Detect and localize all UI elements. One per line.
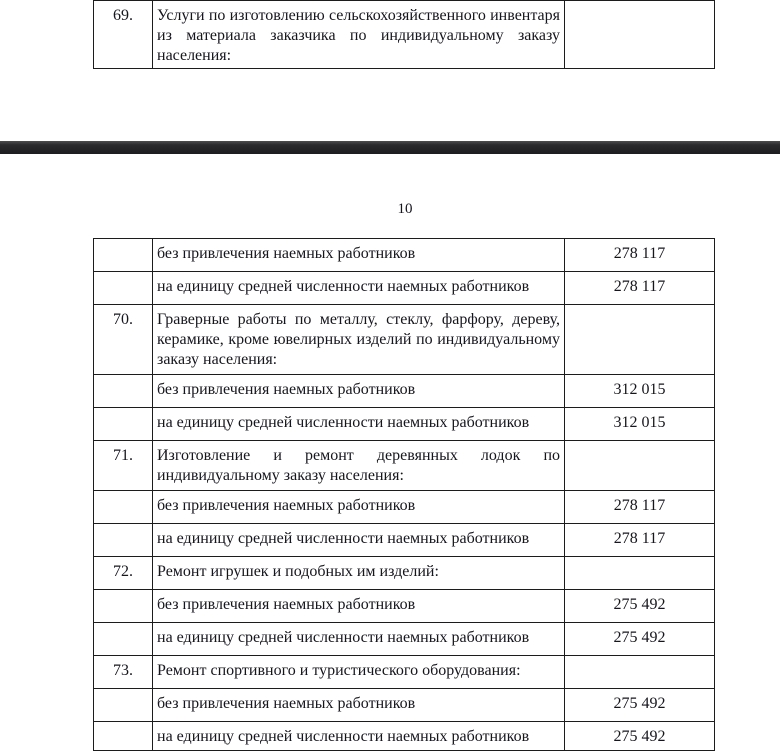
row-value-cell: 278 117 — [565, 272, 715, 305]
table-row — [94, 305, 715, 375]
table-row — [94, 656, 715, 689]
row-number-cell — [94, 375, 153, 408]
row-description-cell: Граверные работы по металлу, стеклу, фарфору, дереву, керамике, кроме ювелирных изделий по индивидуальному заказу населения: — [153, 305, 565, 375]
row-number-cell: 73. — [94, 656, 153, 689]
row-number-cell — [94, 623, 153, 656]
row-description-cell: Ремонт игрушек и подобных им изделий: — [153, 557, 565, 590]
row-value-cell: 275 492 — [565, 722, 715, 751]
page-separator — [0, 141, 780, 154]
row-description-cell: на единицу средней численности наемных работников — [153, 524, 565, 557]
row-number-cell — [94, 239, 153, 272]
row-description-cell: без привлечения наемных работников — [153, 491, 565, 524]
row-description-cell: Ремонт спортивного и туристического оборудования: — [153, 656, 565, 689]
page-number: 10 — [397, 201, 413, 217]
row-number-cell — [94, 524, 153, 557]
row-number-cell: 70. — [94, 305, 153, 375]
row-value-cell — [565, 305, 715, 375]
table-row — [94, 408, 715, 441]
row-description-cell: без привлечения наемных работников — [153, 239, 565, 272]
table-row — [94, 722, 715, 751]
row-value-cell: 275 492 — [565, 689, 715, 722]
row-description-cell: Изготовление и ремонт деревянных лодок по индивидуальному заказу населения: — [153, 441, 565, 491]
prev-page-table — [93, 0, 715, 69]
table-row — [94, 441, 715, 491]
row-number-cell — [94, 590, 153, 623]
row-number-cell — [94, 272, 153, 305]
table-row — [94, 689, 715, 722]
row-value-cell — [565, 656, 715, 689]
row-value-cell: 278 117 — [565, 239, 715, 272]
table-row — [94, 623, 715, 656]
row-description-cell: на единицу средней численности наемных работников — [153, 623, 565, 656]
row-value-cell: 312 015 — [565, 375, 715, 408]
row-number-cell — [94, 689, 153, 722]
table-row — [94, 239, 715, 272]
row-number-cell — [94, 491, 153, 524]
row-description-cell: без привлечения наемных работников — [153, 689, 565, 722]
table-row — [94, 491, 715, 524]
row-value-cell: 275 492 — [565, 623, 715, 656]
row-number-cell — [94, 408, 153, 441]
row-value-cell — [565, 557, 715, 590]
table-row — [94, 1, 715, 69]
table-row — [94, 590, 715, 623]
row-value-cell: 278 117 — [565, 491, 715, 524]
row-number-cell: 71. — [94, 441, 153, 491]
table-row — [94, 524, 715, 557]
table-row — [94, 272, 715, 305]
row-number-cell: 72. — [94, 557, 153, 590]
row-value-cell: 275 492 — [565, 590, 715, 623]
row-value-cell: 312 015 — [565, 408, 715, 441]
row-description-cell: на единицу средней численности наемных работников — [153, 722, 565, 751]
row-number-cell — [94, 722, 153, 751]
row-description-cell: на единицу средней численности наемных работников — [153, 272, 565, 305]
row-value-cell — [565, 1, 715, 69]
row-description-cell: без привлечения наемных работников — [153, 375, 565, 408]
row-description-cell: без привлечения наемных работников — [153, 590, 565, 623]
table-row — [94, 557, 715, 590]
table-row — [94, 375, 715, 408]
row-number-cell: 69. — [94, 1, 153, 69]
row-value-cell — [565, 441, 715, 491]
tariff-table — [93, 238, 715, 751]
row-description-cell: Услуги по изготовлению сельскохозяйственного инвентаря из материала заказчика по индивидуальному заказу населения: — [153, 1, 565, 69]
row-description-cell: на единицу средней численности наемных работников — [153, 408, 565, 441]
row-value-cell: 278 117 — [565, 524, 715, 557]
